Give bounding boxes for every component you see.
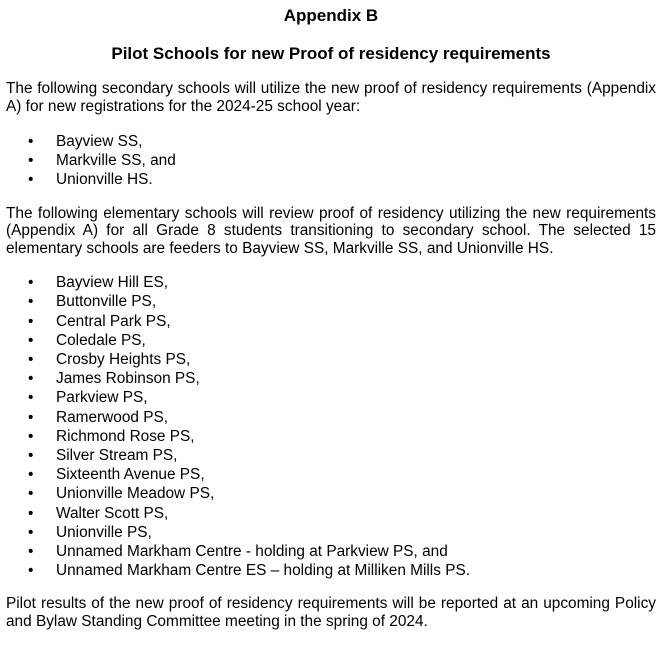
list-item: • Unnamed Markham Centre ES – holding at Milliken Mills PS. xyxy=(6,561,656,580)
elementary-schools-list xyxy=(6,273,656,580)
secondary-schools-list xyxy=(6,132,656,190)
elementary-intro-paragraph: The following elementary schools will review proof of residency utilizing the new requirements (Appendix A) for all Grade 8 students transitioning to secondary school. The selected 15 elementary schools are feeders to Bayview SS, Markville SS, and Unionville HS. xyxy=(6,204,656,257)
list-item: • Coledale PS, xyxy=(6,331,656,350)
list-item: • Unionville PS, xyxy=(6,523,656,542)
list-item: • Silver Stream PS, xyxy=(6,446,656,465)
list-item: • Sixteenth Avenue PS, xyxy=(6,465,656,484)
list-item: • Unionville Meadow PS, xyxy=(6,484,656,503)
list-item: • Bayview SS, xyxy=(6,132,656,151)
list-item: • Richmond Rose PS, xyxy=(6,427,656,446)
list-item: • Central Park PS, xyxy=(6,312,656,331)
list-item: • Buttonville PS, xyxy=(6,292,656,311)
list-item: • Bayview Hill ES, xyxy=(6,273,656,292)
list-item: • Crosby Heights PS, xyxy=(6,350,656,369)
secondary-intro-paragraph: The following secondary schools will utilize the new proof of residency requirements (Appendix A) for new registrations for the 2024-25 school year: xyxy=(6,80,656,115)
document-page xyxy=(6,0,656,630)
list-item: • James Robinson PS, xyxy=(6,369,656,388)
appendix-title: Appendix B xyxy=(283,6,379,25)
list-item: • Parkview PS, xyxy=(6,388,656,407)
list-item: • Unionville HS. xyxy=(6,170,656,189)
list-item: • Ramerwood PS, xyxy=(6,408,656,427)
closing-paragraph: Pilot results of the new proof of residency requirements will be reported at an upcoming Policy and Bylaw Standing Committee meeting in the spring of 2024. xyxy=(6,595,656,630)
list-item: • Markville SS, and xyxy=(6,151,656,170)
list-item: • Unnamed Markham Centre - holding at Parkview PS, and xyxy=(6,542,656,561)
document-title: Pilot Schools for new Proof of residency requirements xyxy=(111,44,551,63)
list-item: • Walter Scott PS, xyxy=(6,504,656,523)
